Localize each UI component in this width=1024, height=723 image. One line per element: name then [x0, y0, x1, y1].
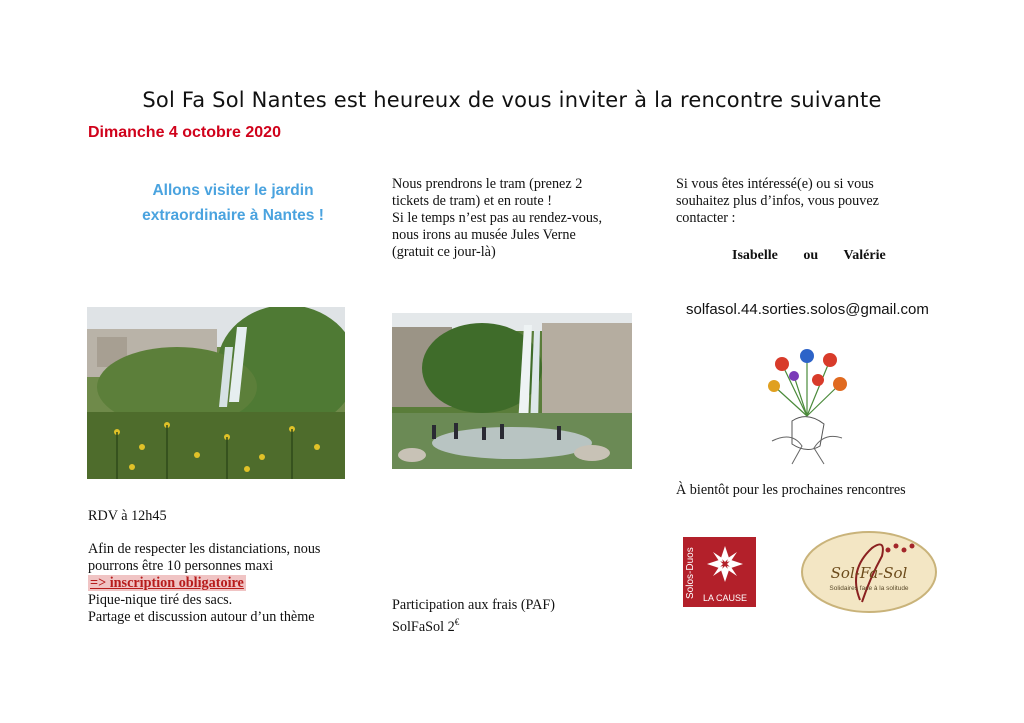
logo-la-cause-text: LA CAUSE — [702, 593, 748, 603]
logo-solfasol-tagline: Solidaires face à la solitude — [829, 585, 909, 592]
tram-line: nous irons au musée Jules Verne — [392, 227, 576, 243]
rules-line: Pique-nique tiré des sacs. — [88, 592, 233, 608]
tram-line: (gratuit ce jour-là) — [392, 244, 496, 260]
closing-message: À bientôt pour les prochaines rencontres — [676, 482, 906, 498]
tram-line: Si le temps n’est pas au rendez-vous, — [392, 210, 602, 226]
flower-bouquet-illustration — [762, 346, 852, 470]
contact-email[interactable]: solfasol.44.sorties.solos@gmail.com — [686, 301, 929, 318]
contact-or: ou — [803, 248, 819, 263]
rules-line: Partage et discussion autour d’un thème — [88, 609, 315, 625]
la-cause-logo — [683, 537, 756, 607]
invite-line: extraordinaire à Nantes ! — [142, 207, 324, 224]
paf-price-label: SolFaSol 2 — [392, 619, 455, 635]
solfasol-logo — [800, 530, 938, 614]
invite-line: Allons visiter le jardin — [152, 182, 314, 199]
logo-solos-duos-text: Solos-Duos — [685, 547, 696, 599]
paf-line: Participation aux frais (PAF) — [392, 597, 556, 613]
logo-solfasol-text: Sol-Fa-Sol — [830, 564, 908, 582]
contact-name-valerie: Valérie — [843, 248, 886, 263]
contact-line: Si vous êtes intéressé(e) ou si vous — [676, 176, 874, 192]
invite-headline — [88, 178, 378, 228]
inscription-required: => inscription obligatoire — [90, 575, 244, 591]
euro-symbol: € — [454, 617, 460, 627]
contact-line: souhaitez plus d’infos, vous pouvez — [676, 193, 879, 209]
garden-photo-2 — [392, 313, 632, 469]
garden-photo-1 — [87, 307, 345, 479]
event-rules — [88, 541, 358, 626]
tram-line: tickets de tram) et en route ! — [392, 193, 552, 209]
contact-name-isabelle: Isabelle — [732, 248, 778, 263]
contact-info — [676, 176, 936, 227]
paf-price — [392, 614, 555, 636]
rules-line: Afin de respecter les distanciations, nous — [88, 541, 321, 557]
event-date: Dimanche 4 octobre 2020 — [88, 124, 281, 141]
tram-info — [392, 176, 642, 261]
contact-names — [732, 248, 906, 264]
rules-line: pourrons être 10 personnes maxi — [88, 558, 274, 574]
rdv-time: RDV à 12h45 — [88, 508, 167, 524]
participation-fees — [392, 597, 555, 636]
page-title: Sol Fa Sol Nantes est heureux de vous inviter à la rencontre suivante — [142, 88, 882, 112]
tram-line: Nous prendrons le tram (prenez 2 — [392, 176, 583, 192]
contact-line: contacter : — [676, 210, 736, 226]
